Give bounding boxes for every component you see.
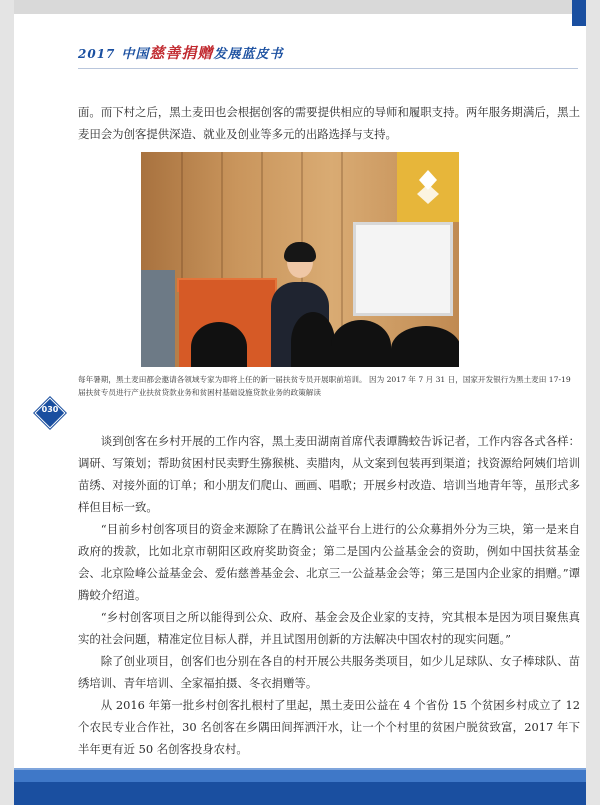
photo-whiteboard xyxy=(353,222,453,316)
page-frame-left xyxy=(0,0,14,805)
paragraph-intro: 面。而下村之后，黑土麦田也会根据创客的需要提供相应的导师和履职支持。两年服务期满后，黑土麦田会为创客提供深造、就业及创业等多元的出路选择与支持。 xyxy=(78,105,580,141)
running-header xyxy=(78,42,283,63)
photo-caption: 每年暑期，黑土麦田都会邀请各领域专家为即将上任的新一届扶贫专员开展职前培训。 因为 2017 年 7 月 31 日，国家开发银行为黑土麦田 17-19 届扶贫专员进行产业扶贫贷款业务和贫困村基础设施贷款业务的政策解读 xyxy=(78,375,571,397)
header-title-brush: 慈善捐赠 xyxy=(149,44,214,62)
photo-audience xyxy=(331,320,391,367)
photo-audience xyxy=(391,326,459,367)
wheat-logo-icon xyxy=(411,166,445,208)
paragraph-work-content: 谈到创客在乡村开展的工作内容，黑土麦田湖南首席代表谭腾蛟告诉记者，工作内容各式各样：调研、写策划；帮助贫困村民卖野生猕猴桃、卖腊肉，从文案到包装再到渠道；找资源给阿姨们培训苗绣、对接外面的订单；和小朋友们爬山、画画、唱歌；开展乡村改造、培训当地青年等，虽形式多样但目标一致。 xyxy=(78,434,580,514)
training-photo xyxy=(141,152,459,367)
photo-audience xyxy=(291,312,335,367)
photo-speaker-hair xyxy=(284,242,316,262)
corner-tab xyxy=(572,0,586,26)
paragraph-support-reason: “乡村创客项目之所以能得到公众、政府、基金会及企业家的支持，究其根本是因为项目聚焦真实的社会问题，精准定位目标人群，并且试图用创新的方法解决中国农村的现实问题。” xyxy=(78,610,580,646)
header-year: 2017 xyxy=(78,47,116,61)
footer-band-dark xyxy=(14,782,586,805)
header-title-pre: 中国 xyxy=(121,47,150,62)
paragraph-funding: “目前乡村创客项目的资金来源除了在腾讯公益平台上进行的公众募捐外分为三块，第一是来自政府的拨款，比如北京市朝阳区政府奖助资金；第二是国内公益基金会的资助，例如中国扶贫基金会、北京险峰公益基金会、爱佑慈善基金会、北京三一公益基金会等；第三是国内企业家的捐赠。”谭腾蛟介绍道。 xyxy=(78,522,580,602)
page-number: 030 xyxy=(41,405,59,414)
photo-cabinet xyxy=(141,270,175,367)
header-rule xyxy=(78,68,578,69)
photo-audience xyxy=(191,322,247,367)
page-frame-right xyxy=(586,0,600,805)
header-title-post: 发展蓝皮书 xyxy=(213,47,284,62)
footer-band-light xyxy=(14,770,586,782)
paragraph-public-services: 除了创业项目，创客们也分别在各自的村开展公共服务类项目，如少儿足球队、女子棒球队、苗绣培训、青年培训、全家福拍摄、冬衣捐赠等。 xyxy=(78,654,580,690)
paragraph-results: 从 2016 年第一批乡村创客扎根村了里起，黑土麦田公益在 4 个省份 15 个贫困乡村成立了 12 个农民专业合作社，30 名创客在乡隅田间挥洒汗水，让一个个村里的贫困户脱贫致富，2017 年下半年更有近 50 名创客投身农村。 xyxy=(78,698,580,756)
page-frame-top xyxy=(0,0,600,14)
